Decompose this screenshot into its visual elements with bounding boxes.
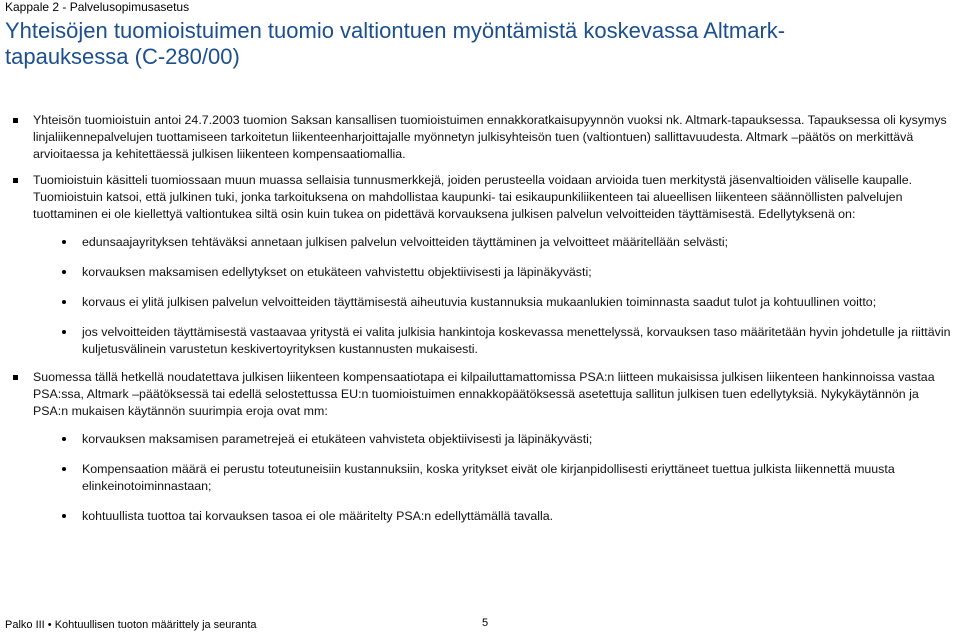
- round-bullet-icon: [62, 300, 66, 304]
- list-item-text: edunsaajayrityksen tehtäväksi annetaan julkisen palvelun velvoitteiden täyttäminen ja velvoitteet määritellään selvästi;: [82, 235, 729, 249]
- square-bullet-icon: [13, 375, 18, 380]
- round-bullet-icon: [62, 240, 66, 244]
- list-item: [0, 264, 960, 281]
- paragraph-text: Suomessa tällä hetkellä noudatettava julkisen liikenteen kompensaatiotapa ei kilpailuttamattomissa PSA:n liitteen mukaisissa julkisen liikenteen hankinnoissa vastaa PSA:ssa, Altmark –päätöksessä tai edellä selostettussa EU:n tuomioistuimen ennakkopäätöksessä asetettuja sallitun julkisen tuen edellytyksiä. Nykykäytännön ja PSA:n mukaisen käytännön suurimpia eroja ovat mm:: [33, 370, 935, 418]
- list-item-text: kohtuullista tuottoa tai korvauksen tasoa ei ole määritelty PSA:n edellyttämällä tavalla.: [82, 509, 554, 523]
- paragraph-text: Yhteisön tuomioistuin antoi 24.7.2003 tuomion Saksan kansallisen tuomioistuimen ennakkoratkaisupyynnön vuoksi nk. Altmark-tapauksessa. Tapauksessa oli kysymys linjaliikennepalvelujen tuottamiseen tarkoitetun liikenteenharjoittajalle myönnetyn julkisyhteisön tuen (valtiontuen) sallittavuudesta. Altmark –päätös on merkittävä arvioitaessa ja kehitettäessä julkisen liikenteen kompensaatiomallia.: [33, 113, 947, 161]
- paragraph-1: [0, 112, 960, 163]
- list-item-text: korvaus ei ylitä julkisen palvelun velvoitteiden täyttämisestä aiheutuvia kustannuksia mukaanlukien toiminnasta saadut tulot ja kohtuullinen voitto;: [82, 295, 877, 309]
- page-number: 5: [482, 617, 489, 629]
- list-item-text: korvauksen maksamisen parametrejeä ei etukäteen vahvisteta objektiivisesti ja läpinäkyvästi;: [82, 432, 593, 446]
- list-item: [0, 461, 960, 495]
- document-body: [0, 112, 960, 525]
- round-bullet-icon: [62, 467, 66, 471]
- paragraph-2: [0, 172, 960, 223]
- round-bullet-icon: [62, 437, 66, 441]
- list-item-text: korvauksen maksamisen edellytykset on etukäteen vahvistettu objektiivisesti ja läpinäkyvästi;: [82, 265, 592, 279]
- square-bullet-icon: [13, 178, 18, 183]
- paragraph-3: [0, 369, 960, 420]
- list-item: [0, 324, 960, 358]
- page-title: Yhteisöjen tuomioistuimen tuomio valtiontuen myöntämistä koskevassa Altmark-tapauksessa (C-280/00): [5, 18, 786, 69]
- paragraph-text: Tuomioistuin käsitteli tuomiossaan muun muassa sellaisia tunnusmerkkejä, joiden perusteella voidaan arvioida tuen merkitystä jäsenvaltioiden väliselle kaupalle. Tuomioistuin katsoi, että julkinen tuki, jonka tarkoituksena on mahdollistaa kaupunki- tai esikaupunkiliikenteen tai alueellisen liikenteen säännöllisten palvelujen tuottaminen ei ole kiellettyä valtiontukea siltä osin kuin tukea on pidettävä korvauksena julkisen palvelun velvoitteiden täyttämisestä. Edellytyksenä on:: [33, 173, 913, 221]
- list-item: [0, 431, 960, 448]
- footer-text: Palko III • Kohtuullisen tuoton määrittely ja seuranta: [5, 619, 257, 631]
- round-bullet-icon: [62, 514, 66, 518]
- list-item-text: jos velvoitteiden täyttämisestä vastaavaa yritystä ei valita julkisia hankintoja koskevassa menettelyssä, korvauksen taso määritetään hyvin johdetulle ja riittävin kuljetusvälinein varustetun keskivertoyrityksen kustannusten mukaisesti.: [82, 325, 951, 356]
- round-bullet-icon: [62, 270, 66, 274]
- chapter-label: Kappale 2 - Palvelusopimusasetus: [5, 0, 190, 14]
- square-bullet-icon: [13, 118, 18, 123]
- list-item-text: Kompensaation määrä ei perustu toteutuneisiin kustannuksiin, koska yritykset eivät ole kirjanpidollisesti eriyttäneet tuettua julkista liikennettä muusta elinkeinotoiminnastaan;: [82, 462, 895, 493]
- list-item: [0, 508, 960, 525]
- list-item: [0, 294, 960, 311]
- list-item: [0, 234, 960, 251]
- round-bullet-icon: [62, 330, 66, 334]
